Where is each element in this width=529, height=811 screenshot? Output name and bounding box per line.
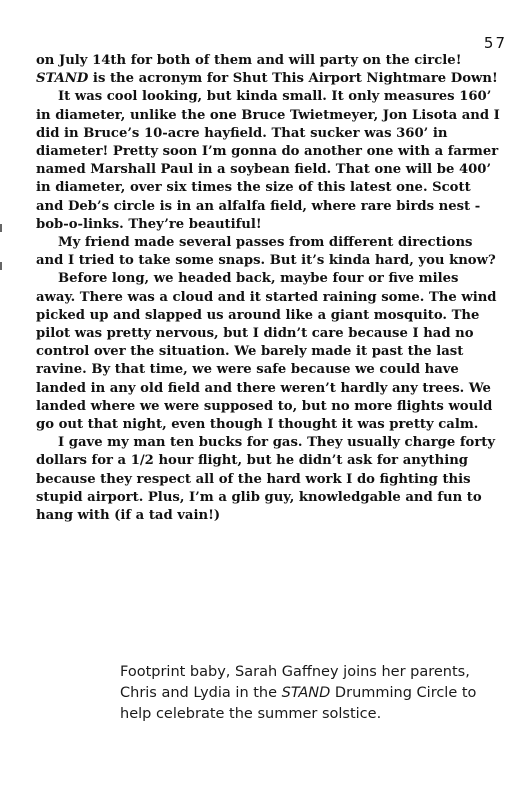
scan-margin-mark: [0, 224, 2, 232]
paragraph: [36, 434, 502, 525]
scan-margin-mark: [0, 262, 2, 270]
paragraph-text: Before long, we headed back, maybe four or five miles away. There was a cloud and it started raining some. The wind picked up and slapped us around like a giant mosquito. The pilot was pretty nervous, but I didn’t care because I had no control over the situation. We barely made it past the last ravine. By that time, we were safe because we could have landed in any old field and there weren’t hardly any trees. We landed where we were supposed to, but no more flights would go out that night, even though I thought it was pretty calm.: [36, 271, 497, 433]
page-number: 57: [483, 34, 507, 52]
caption-text-start: Footprint baby, Sarah Gaffney joins her parents, Chris and Lydia in the: [120, 664, 470, 701]
paragraph: [36, 234, 502, 270]
paragraph-text: is the acronym for Shut This Airport Nightmare Down!: [88, 71, 498, 87]
paragraph-text: My friend made several passes from different directions and I tried to take some snaps. But it’s kinda hard, you know?: [36, 235, 496, 269]
caption-acronym: STAND: [281, 685, 331, 701]
paragraph-text: I gave my man ten bucks for gas. They usually charge forty dollars for a 1/2 hour flight, but he didn’t ask for anything because they respect all of the hard work I do fighting this stupid airport. Plus, I’m a glib guy, knowledgable and fun to hang with (if a tad vain!): [36, 435, 496, 524]
paragraph-text: It was cool looking, but kinda small. It only measures 160’ in diameter, unlike the one Bruce Twietmeyer, Jon Lisota and I did in Bruce’s 10-acre hayfield. That sucker was 360’ in diameter! Pretty soon I’m gonna do another one with a farmer named Marshall Paul in a soybean field. That one will be 400’ in diameter, over six times the size of this latest one. Scott and Deb’s circle is in an alfalfa field, where rare birds nest - bob-o-links. They’re beautiful!: [36, 89, 500, 232]
caption-text-end: Drumming Circle to help celebrate the summer solstice.: [120, 685, 477, 722]
acronym-text: STAND: [36, 71, 89, 87]
paragraph: [36, 270, 502, 434]
body-text: [36, 52, 502, 525]
photo-caption: [120, 662, 480, 725]
paragraph-text: on July 14th for both of them and will party on the circle!: [36, 53, 462, 68]
paragraph: [36, 88, 502, 234]
paragraph: [36, 52, 502, 88]
